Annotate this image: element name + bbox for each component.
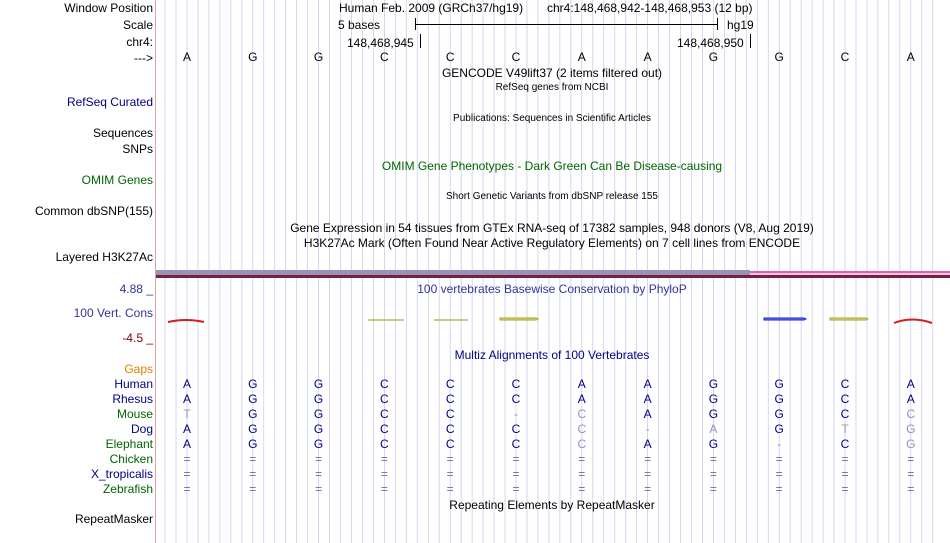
alignment-base: T	[841, 422, 849, 436]
alignment-base: =	[512, 482, 520, 496]
alignment-base: G	[248, 407, 258, 421]
alignment-base: =	[446, 467, 454, 481]
alignment-base: =	[709, 467, 717, 481]
reference-base: C	[840, 50, 850, 64]
alignment-base: G	[708, 437, 719, 451]
alignment-base: =	[644, 452, 652, 466]
alignment-base: C	[511, 377, 521, 391]
species-label[interactable]: Mouse	[116, 407, 153, 421]
reference-base: A	[906, 50, 915, 64]
alignment-base: C	[380, 407, 389, 421]
reference-base: G	[708, 50, 719, 64]
alignment-base: C	[906, 407, 916, 421]
reference-base: C	[511, 50, 521, 64]
alignment-base: C	[577, 422, 587, 436]
alignment-base: A	[182, 377, 191, 391]
alignment-base: =	[512, 452, 520, 466]
alignment-base: =	[183, 482, 191, 496]
alignment-base: A	[906, 377, 915, 391]
refseq-curated-label[interactable]: RefSeq Curated	[66, 95, 153, 109]
conservation-max-value: 4.88 _	[119, 282, 153, 296]
coord-tick-label-2: 148,468,950	[677, 36, 744, 50]
alignment-base: G	[313, 422, 324, 436]
alignment-base: C	[445, 437, 455, 451]
scale-label: Scale	[122, 18, 153, 32]
vert-cons-label[interactable]: 100 Vert. Cons	[73, 306, 153, 320]
alignment-base: C	[511, 437, 521, 451]
omim-track-title[interactable]: OMIM Gene Phenotypes - Dark Green Can Be Disease-causing	[381, 159, 723, 173]
h3k27ac-signal-band-right	[750, 271, 950, 278]
species-label[interactable]: Human	[114, 377, 153, 391]
alignment-base: G	[313, 377, 324, 391]
reference-base: G	[774, 50, 784, 64]
coord-tick-label-1: 148,468,945	[347, 36, 414, 50]
alignment-base: A	[643, 377, 652, 391]
alignment-base: A	[906, 392, 915, 406]
reference-base: G	[313, 50, 324, 64]
reference-base: A	[643, 50, 652, 64]
reference-base: C	[445, 50, 455, 64]
conservation-track-title[interactable]: 100 vertebrates Basewise Conservation by PhyloP	[417, 282, 687, 296]
alignment-base: C	[380, 392, 389, 406]
alignment-base: =	[446, 482, 454, 496]
alignment-base: C	[445, 407, 455, 421]
coord-tick-1	[420, 34, 421, 48]
dbsnp-track-title[interactable]: Short Genetic Variants from dbSNP release 155	[446, 191, 658, 202]
alignment-base: =	[578, 482, 586, 496]
alignment-base: =	[315, 452, 323, 466]
alignment-base: C	[840, 407, 850, 421]
assembly-title[interactable]: Human Feb. 2009 (GRCh37/hg19)	[339, 1, 524, 15]
alignment-base: G	[248, 377, 258, 391]
window-position-label: Window Position	[64, 1, 153, 15]
scale-assembly-text: hg19	[727, 18, 754, 32]
alignment-base: A	[643, 407, 652, 421]
alignment-base: C	[445, 392, 455, 406]
alignment-base: A	[182, 392, 191, 406]
alignment-base: C	[840, 392, 850, 406]
alignment-base: A	[643, 437, 652, 451]
alignment-base: -	[645, 422, 650, 436]
alignment-base: G	[248, 437, 258, 451]
alignment-base: C	[511, 422, 521, 436]
alignment-base: =	[315, 467, 323, 481]
alignment-base: =	[841, 452, 849, 466]
h3k27ac-signal-band	[156, 270, 750, 278]
alignment-base: G	[313, 437, 324, 451]
alignment-base: =	[380, 452, 388, 466]
alignment-base: =	[841, 482, 849, 496]
alignment-base: G	[248, 392, 258, 406]
alignment-base: =	[380, 482, 388, 496]
repeatmasker-label[interactable]: RepeatMasker	[74, 512, 153, 526]
coord-tick-2	[750, 34, 751, 48]
alignment-base: C	[577, 437, 587, 451]
repeatmasker-track-title[interactable]: Repeating Elements by RepeatMasker	[449, 498, 655, 512]
alignment-base: C	[380, 437, 389, 451]
sequences-label[interactable]: Sequences	[92, 126, 153, 140]
alignment-base: =	[907, 467, 915, 481]
species-label[interactable]: Dog	[130, 422, 153, 436]
gaps-label: Gaps	[124, 362, 153, 376]
alignment-base: =	[644, 467, 652, 481]
alignment-base: A	[577, 392, 586, 406]
conservation-min-value: -4.5 _	[122, 331, 153, 345]
alignment-base: =	[446, 452, 454, 466]
alignment-base: G	[906, 422, 916, 436]
position-readout: chr4:148,468,942-148,468,953 (12 bp)	[547, 1, 753, 15]
reference-base: G	[248, 50, 258, 64]
alignment-base: A	[709, 422, 718, 436]
alignment-base: =	[183, 467, 191, 481]
alignment-base: =	[775, 482, 783, 496]
alignment-base: =	[907, 452, 915, 466]
alignment-base: =	[249, 482, 257, 496]
alignment-base: =	[907, 482, 915, 496]
alignment-base: C	[445, 422, 455, 436]
alignment-base: -	[777, 437, 782, 451]
alignment-base: G	[708, 377, 719, 391]
alignment-base: G	[708, 392, 719, 406]
alignment-base: T	[183, 407, 191, 421]
species-label[interactable]: Elephant	[105, 437, 153, 451]
multiz-track-title[interactable]: Multiz Alignments of 100 Vertebrates	[454, 348, 650, 362]
gencode-track-title[interactable]: GENCODE V49lift37 (2 items filtered out)	[441, 66, 663, 80]
reference-base: A	[182, 50, 191, 64]
alignment-base: C	[840, 437, 850, 451]
alignment-base: C	[380, 422, 389, 436]
alignment-base: A	[577, 377, 586, 391]
alignment-base: G	[774, 392, 784, 406]
alignment-base: C	[380, 377, 389, 391]
alignment-base: =	[249, 452, 257, 466]
alignment-base: =	[380, 467, 388, 481]
reference-base: C	[380, 50, 389, 64]
alignment-base: A	[643, 392, 652, 406]
alignment-base: G	[774, 422, 784, 436]
alignment-base: =	[578, 467, 586, 481]
alignment-base: G	[313, 392, 324, 406]
alignment-base: G	[248, 422, 258, 436]
alignment-base: -	[514, 407, 518, 421]
alignment-base: =	[183, 452, 191, 466]
alignment-base: =	[512, 467, 520, 481]
species-label[interactable]: Zebrafish	[102, 482, 153, 496]
alignment-base: C	[511, 392, 521, 406]
alignment-base: G	[774, 377, 784, 391]
alignment-base: G	[708, 407, 719, 421]
snps-label[interactable]: SNPs	[122, 142, 153, 156]
alignment-base: =	[315, 482, 323, 496]
alignment-base: G	[313, 407, 324, 421]
alignment-base: =	[775, 467, 783, 481]
alignment-base: G	[906, 437, 916, 451]
alignment-base: =	[644, 482, 652, 496]
alignment-base: =	[709, 482, 717, 496]
alignment-base: C	[577, 407, 587, 421]
species-label[interactable]: Rhesus	[112, 392, 153, 406]
gtex-track-title[interactable]: Gene Expression in 54 tissues from GTEx RNA-seq of 17382 samples, 948 donors (V8, Aug 2019)	[290, 221, 814, 235]
common-dbsnp-label[interactable]: Common dbSNP(155)	[34, 204, 153, 218]
alignment-base: A	[182, 437, 191, 451]
omim-genes-label[interactable]: OMIM Genes	[81, 173, 153, 187]
alignment-base: C	[840, 377, 850, 391]
conservation-wiggle	[156, 310, 950, 330]
strand-arrow-label: --->	[134, 51, 153, 65]
alignment-base: A	[182, 422, 191, 436]
species-label[interactable]: X_tropicalis	[90, 467, 153, 481]
species-label[interactable]: Chicken	[109, 452, 153, 466]
refseq-track-title[interactable]: RefSeq genes from NCBI	[495, 82, 609, 93]
h3k27ac-track-title[interactable]: H3K27Ac Mark (Often Found Near Active Regulatory Elements) on 7 cell lines from ENCODE	[303, 236, 801, 250]
alignment-base: =	[775, 452, 783, 466]
publications-track-title[interactable]: Publications: Sequences in Scientific Articles	[453, 113, 651, 124]
alignment-base: =	[249, 467, 257, 481]
alignment-base: G	[774, 407, 784, 421]
alignment-base: C	[445, 377, 455, 391]
alignment-base: =	[578, 452, 586, 466]
layered-h3k27ac-label[interactable]: Layered H3K27Ac	[55, 250, 153, 264]
scale-bases-text: 5 bases	[338, 18, 381, 32]
alignment-base: =	[841, 467, 849, 481]
reference-base: A	[577, 50, 586, 64]
scale-bar	[415, 18, 718, 32]
chrom-label: chr4:	[126, 35, 153, 49]
alignment-base: =	[709, 452, 717, 466]
